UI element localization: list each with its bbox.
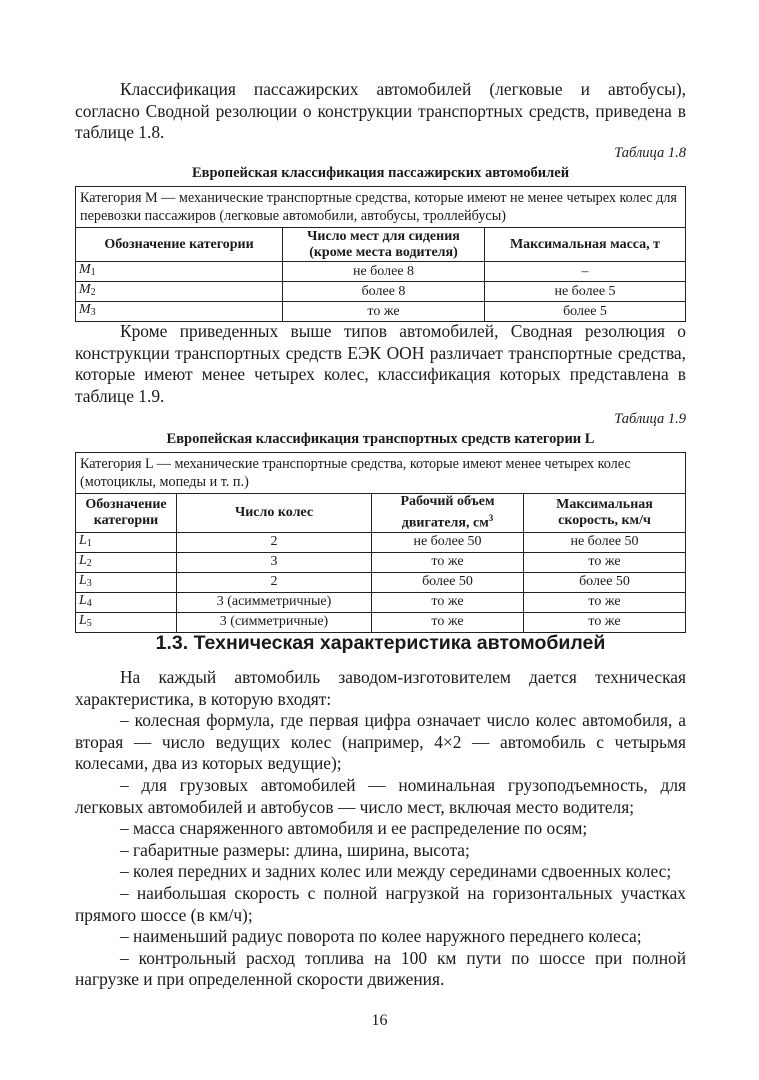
category-cell — [76, 282, 283, 302]
section-paragraph: – масса снаряженного автомобиля и ее распределение по осям; — [120, 818, 588, 839]
seats-cell: более 8 — [283, 282, 485, 302]
table-row — [76, 302, 686, 322]
wheels-cell: 3 — [177, 552, 372, 572]
table-row — [76, 552, 686, 572]
section-paragraph: – колесная формула, где первая цифра означает число колес автомобиля, а вторая — число ведущих колес (например, 4×2 — автомобиль с четырьмя колесами, два из которых ведущие); — [75, 710, 686, 774]
speed-cell: то же — [524, 552, 686, 572]
section-paragraph: – для грузовых автомобилей — номинальная грузоподъемность, для легковых автомобилей и автобусов — число мест, включая место водителя; — [75, 774, 686, 817]
section-paragraph: – контрольный расход топлива на 100 км пути по шоссе при полной нагрузке и при определенной скорости движения. — [75, 947, 686, 990]
volume-cell: то же — [372, 612, 524, 632]
category-letter: M — [79, 302, 91, 317]
section-body — [75, 667, 686, 991]
volume-cell: то же — [372, 552, 524, 572]
section-paragraph: – колея передних и задних колес или между серединами сдвоенных колес; — [120, 861, 672, 882]
column-header: Обозначение категории — [76, 494, 177, 533]
section-heading-block — [75, 632, 686, 655]
speed-cell: более 50 — [524, 572, 686, 592]
category-letter: M — [79, 262, 91, 277]
section-heading: 1.3. Техническая характеристика автомобилей — [155, 632, 606, 654]
speed-cell: то же — [524, 592, 686, 612]
table-row — [76, 532, 686, 552]
category-subscript: 1 — [86, 537, 92, 549]
column-header — [372, 494, 524, 533]
table-1-9 — [75, 411, 686, 633]
mass-cell: более 5 — [485, 302, 686, 322]
page-number: 16 — [371, 1012, 388, 1029]
table-row — [76, 262, 686, 282]
table-row — [76, 592, 686, 612]
column-header: Обозначение категории — [76, 228, 283, 262]
category-cell — [76, 592, 177, 612]
table-row — [76, 612, 686, 632]
section-paragraph: – габаритные размеры: длина, ширина, высота; — [120, 839, 470, 860]
wheels-cell: 2 — [177, 532, 372, 552]
table-1-8 — [75, 145, 686, 322]
category-cell — [76, 302, 283, 322]
table-description: Категория M — механические транспортные средства, которые имеют не менее четырех колес для перевозки пассажиров (легковые автомобили, автобусы, троллейбусы) — [76, 187, 686, 228]
category-letter: L — [79, 532, 87, 548]
wheels-cell: 3 (асимметричные) — [177, 592, 372, 612]
volume-cell: то же — [372, 592, 524, 612]
table-label: Таблица 1.8 — [614, 145, 686, 161]
category-letter: L — [79, 592, 87, 608]
category-cell — [76, 572, 177, 592]
seats-cell: то же — [283, 302, 485, 322]
table-title: Европейская классификация транспортных средств категории L — [166, 431, 595, 447]
wheels-cell: 2 — [177, 572, 372, 592]
wheels-cell: 3 (симметричные) — [177, 612, 372, 632]
category-subscript: 4 — [86, 597, 92, 609]
middle-paragraph — [75, 321, 686, 407]
column-header: Число мест для сидения (кроме места водителя) — [283, 228, 485, 262]
column-header: Максимальная масса, т — [485, 228, 686, 262]
section-paragraph: На каждый автомобиль заводом-изготовителем дается техническая характеристика, в которую входят: — [75, 667, 686, 709]
category-cell — [76, 262, 283, 282]
category-subscript: 2 — [90, 287, 96, 298]
volume-cell: более 50 — [372, 572, 524, 592]
table — [75, 186, 686, 322]
table-row — [76, 282, 686, 302]
category-letter: M — [79, 282, 91, 297]
section-paragraph: – наибольшая скорость с полной нагрузкой на горизонтальных участках прямого шоссе (в км/ч); — [75, 882, 686, 925]
mass-cell: – — [485, 262, 686, 282]
column-header: Число колес — [177, 494, 372, 533]
table-title: Европейская классификация пассажирских автомобилей — [191, 165, 570, 181]
category-subscript: 1 — [90, 267, 96, 278]
category-cell — [76, 532, 177, 552]
column-header: Максимальная скорость, км/ч — [524, 494, 686, 533]
category-subscript: 3 — [90, 307, 96, 318]
speed-cell: то же — [524, 612, 686, 632]
category-letter: L — [79, 572, 87, 588]
category-subscript: 5 — [86, 617, 92, 629]
middle-text: Кроме приведенных выше типов автомобилей, Сводная резолюция о конструкции транспортных средств ЕЭК ООН различает транспортные средства, которые имеют менее четырех колес, классификация которых представлена в таблице 1.9. — [75, 321, 686, 406]
category-letter: L — [79, 552, 87, 568]
volume-cell: не более 50 — [372, 532, 524, 552]
superscript: 3 — [488, 513, 494, 523]
category-cell — [76, 552, 177, 572]
section-paragraph: – наименьший радиус поворота по колее наружного переднего колеса; — [120, 926, 642, 947]
category-subscript: 2 — [86, 557, 92, 569]
table — [75, 452, 686, 633]
category-letter: L — [79, 612, 87, 628]
intro-paragraph — [75, 79, 686, 144]
category-cell — [76, 612, 177, 632]
header-text: Рабочий объем двигателя, см — [400, 494, 495, 531]
intro-text: Классификация пассажирских автомобилей (легковые и автобусы), согласно Сводной резолюции о конструкции транспортных средств, приведена в таблице 1.8. — [75, 79, 686, 143]
table-label: Таблица 1.9 — [614, 411, 686, 427]
mass-cell: не более 5 — [485, 282, 686, 302]
speed-cell: не более 50 — [524, 532, 686, 552]
table-description: Категория L — механические транспортные средства, которые имеют менее четырех колес (мотоциклы, мопеды и т. п.) — [76, 453, 686, 494]
category-subscript: 3 — [86, 577, 92, 589]
table-row — [76, 572, 686, 592]
seats-cell: не более 8 — [283, 262, 485, 282]
